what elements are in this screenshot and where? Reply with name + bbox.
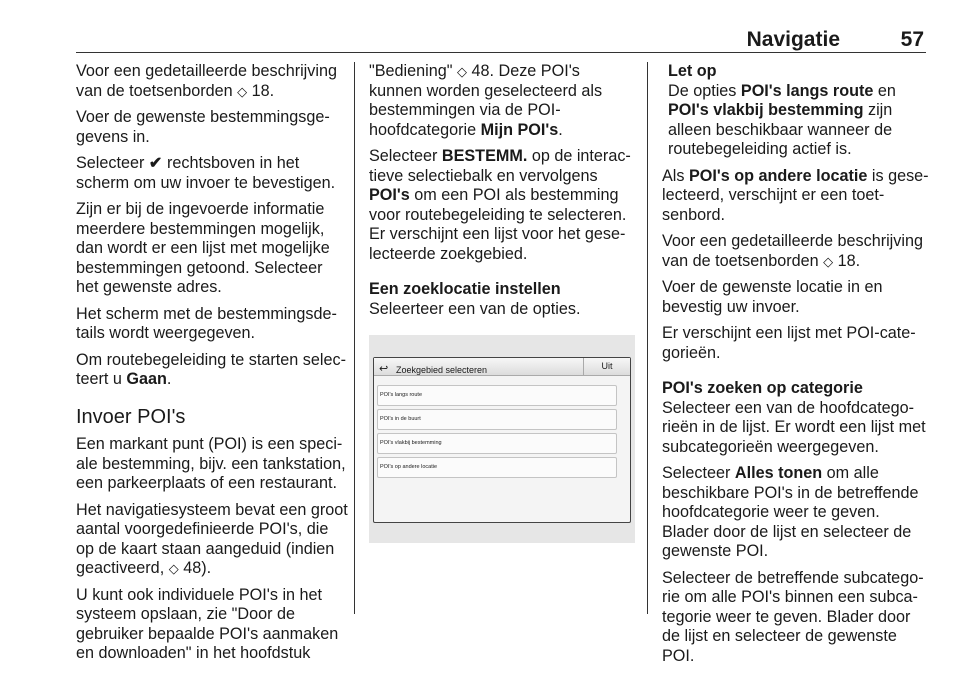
paragraph: Selecteer ✔ rechtsboven in het scherm om uw invoer te bevestigen. — [76, 154, 336, 192]
paragraph: Seleerteer een van de opties. — [369, 299, 581, 318]
page-ref-icon: ◇ — [168, 561, 179, 576]
paragraph: Een markant punt (POI) is een speciale bestemming, bijv. een tankstation, een parkeerplaats of een restaurant. — [76, 435, 346, 492]
header-divider — [76, 52, 926, 53]
page-ref-icon: ◇ — [823, 253, 834, 269]
paragraph: Selecteer BESTEMM. op de interactieve selectiebalk en vervolgens POI's om een POI als bestemming voor routebegeleiding te selecteren. Er verschijnt een lijst voor het geselecteerde zoekgebied. — [369, 147, 631, 263]
paragraph: Selecteer Alles tonen om alle beschikbare POI's in de betreffende hoofdcategorie weer te geven. Blader door de lijst en selecteer de gewenste POI. — [662, 464, 919, 560]
option-pois-nearby[interactable]: POI's in de buurt — [377, 409, 617, 430]
column-divider-2 — [647, 62, 648, 614]
column-1 — [76, 62, 348, 671]
checkmark-icon: ✔ — [148, 154, 163, 172]
paragraph: U kunt ook individuele POI's in het systeem opslaan, zie "Door de gebruiker bepaalde POI's aanmaken en downloaden" in het hoofdstuk — [76, 585, 339, 662]
paragraph: Voor een gedetailleerde beschrijving van de toetsenborden ◇ 18. — [76, 62, 337, 100]
screen-titlebar — [374, 358, 630, 376]
page-ref-icon: ◇ — [237, 83, 248, 99]
section-heading: Invoer POI's — [76, 405, 186, 428]
paragraph: Voor een gedetailleerde beschrijving van de toetsenborden ◇ 18. — [662, 232, 923, 270]
page-ref[interactable]: 18. — [251, 81, 275, 100]
option-pois-other-location[interactable]: POI's op andere locatie — [377, 457, 617, 478]
paragraph: "Bediening" ◇ 48. Deze POI's kunnen worden geselecteerd als bestemmingen via de POI-hoofdcategorie Mijn POI's. — [369, 62, 603, 139]
paragraph: Het scherm met de bestemmingsdetails wordt weergegeven. — [76, 304, 337, 342]
exit-button[interactable]: Uit — [583, 358, 630, 375]
paragraph: Voer de gewenste locatie in en bevestig uw invoer. — [662, 278, 883, 316]
back-icon[interactable]: ↩ — [379, 363, 389, 375]
subsection-heading: POI's zoeken op categorie — [662, 379, 863, 397]
note-title: Let op — [668, 62, 717, 80]
column-2 — [369, 62, 637, 543]
section-title: Navigatie — [746, 28, 840, 51]
page-ref[interactable]: 48. — [471, 62, 495, 80]
paragraph: Het navigatiesysteem bevat een groot aantal voorgedefinieerde POI's, die op de kaart staan aangeduid (indien geactiveerd, ◇ 48). — [76, 500, 348, 577]
paragraph: Zijn er bij de ingevoerde informatie meerdere bestemmingen mogelijk, dan wordt er een lijst met mogelijke bestemmingen getoond. Selecteer het gewenste adres. — [76, 200, 330, 296]
paragraph: Voer de gewenste bestemmingsgegevens in. — [76, 108, 330, 146]
column-3 — [662, 62, 930, 673]
option-pois-along-route[interactable]: POI's langs route — [377, 385, 617, 406]
paragraph: Om routebegeleiding te starten selecteert u Gaan. — [76, 350, 346, 388]
infotainment-screen — [373, 357, 631, 523]
paragraph: Er verschijnt een lijst met POI-categorieën. — [662, 324, 916, 362]
page-header — [76, 26, 926, 52]
page-ref-icon: ◇ — [457, 64, 467, 79]
paragraph: Als POI's op andere locatie is geselecteerd, verschijnt er een toetsenbord. — [662, 166, 929, 224]
note-text: De opties POI's langs route en POI's vlakbij bestemming zijn alleen beschikbaar wanneer de routebegeleiding actief is. — [668, 81, 896, 158]
column-divider-1 — [354, 62, 355, 614]
paragraph: Selecteer de betreffende subcategorie om alle POI's binnen een subcategorie weer te geven. Blader door de lijst en selecteer de gewenste POI. — [662, 568, 924, 665]
note-box — [662, 62, 930, 160]
paragraph: Selecteer een van de hoofdcategorieën in de lijst. Er wordt een lijst met subcategorieën weergegeven. — [662, 398, 926, 456]
screen-title: Zoekgebied selecteren — [396, 365, 488, 375]
subsection-heading: Een zoeklocatie instellen — [369, 280, 561, 298]
page-ref[interactable]: 48). — [183, 559, 212, 577]
option-pois-near-destination[interactable]: POI's vlakbij bestemming — [377, 433, 617, 454]
screenshot-figure — [369, 335, 635, 543]
page-ref[interactable]: 18. — [837, 251, 861, 270]
page-number: 57 — [900, 28, 924, 51]
